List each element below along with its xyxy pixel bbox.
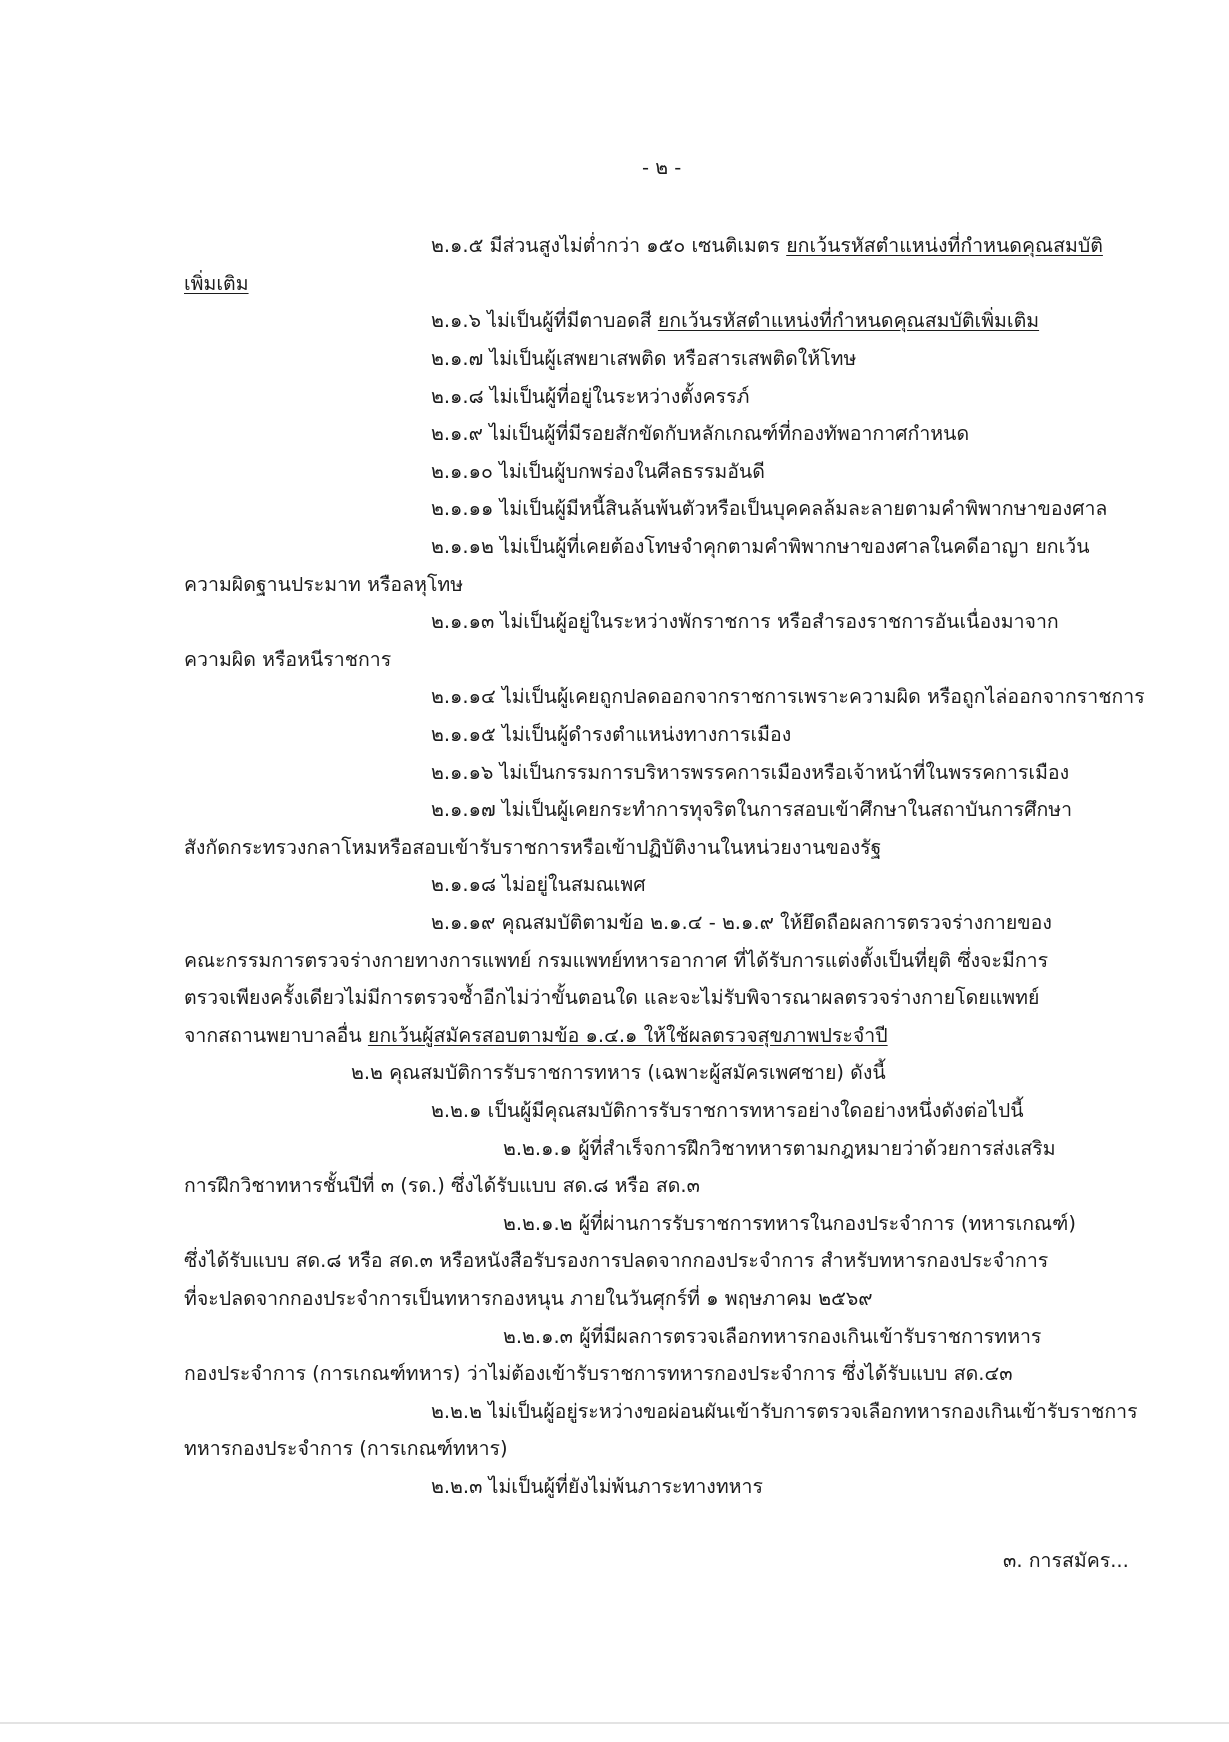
clause-2-1-17-continuation: สังกัดกระทรวงกลาโหมหรือสอบเข้ารับราชการหรือเข้าปฏิบัติงานในหน่วยงานของรัฐ (184, 836, 882, 859)
clause-2-2-2-continuation: ทหารกองประจำการ (การเกณฑ์ทหาร) (184, 1437, 508, 1460)
clause-2-2-1-1-continuation: การฝึกวิชาทหารชั้นปีที่ ๓ (รด.) ซึ่งได้รับแบบ สด.๘ หรือ สด.๓ (184, 1174, 700, 1197)
clause-2-1-9: ๒.๑.๙ ไม่เป็นผู้ที่มีรอยสักขัดกับหลักเกณฑ์ที่กองทัพอากาศกำหนด (431, 422, 970, 445)
clause-underlined-text: ยกเว้นผู้สมัครสอบตามข้อ ๑.๔.๑ ให้ใช้ผลตรวจสุขภาพประจำปี (367, 1024, 888, 1047)
page-number: - ๒ - (642, 156, 682, 179)
clause-underlined-text: ยกเว้นรหัสตำแหน่งที่กำหนดคุณสมบัติ (786, 234, 1103, 257)
clause-2-1-19-line4 (184, 1021, 888, 1051)
clause-2-1-16: ๒.๑.๑๖ ไม่เป็นกรรมการบริหารพรรคการเมืองหรือเจ้าหน้าที่ในพรรคการเมือง (431, 761, 1070, 784)
clause-2-1-11: ๒.๑.๑๑ ไม่เป็นผู้มีหนี้สินล้นพ้นตัวหรือเป็นบุคคลล้มละลายตามคำพิพากษาของศาล (431, 497, 1108, 520)
clause-2-2-1-2: ๒.๒.๑.๒ ผู้ที่ผ่านการรับราชการทหารในกองประจำการ (ทหารเกณฑ์) (503, 1212, 1076, 1235)
continuation-footer: ๓. การสมัคร... (1003, 1549, 1129, 1572)
clause-2-2-1-2-line2: ซึ่งได้รับแบบ สด.๘ หรือ สด.๓ หรือหนังสือรับรองการปลดจากกองประจำการ สำหรับทหารกองประจำการ (184, 1249, 1049, 1272)
clause-2-1-8: ๒.๑.๘ ไม่เป็นผู้ที่อยู่ในระหว่างตั้งครรภ์ (431, 385, 750, 408)
clause-2-2-1-2-line3: ที่จะปลดจากกองประจำการเป็นทหารกองหนุน ภายในวันศุกร์ที่ ๑ พฤษภาคม ๒๕๖๙ (184, 1287, 873, 1310)
clause-2-1-12: ๒.๑.๑๒ ไม่เป็นผู้ที่เคยต้องโทษจำคุกตามคำพิพากษาของศาลในคดีอาญา ยกเว้น (431, 535, 1090, 558)
clause-2-1-6 (431, 306, 1039, 336)
clause-2-1-19: ๒.๑.๑๙ คุณสมบัติตามข้อ ๒.๑.๔ - ๒.๑.๙ ให้ยึดถือผลการตรวจร่างกายของ (431, 911, 1052, 934)
clause-text: จากสถานพยาบาลอื่น (184, 1024, 368, 1047)
clause-2-1-14: ๒.๑.๑๔ ไม่เป็นผู้เคยถูกปลดออกจากราชการเพราะความผิด หรือถูกไล่ออกจากราชการ (431, 685, 1145, 708)
clause-text: ๒.๑.๕ มีส่วนสูงไม่ต่ำกว่า ๑๕๐ เซนติเมตร (431, 234, 787, 257)
clause-2-1-17: ๒.๑.๑๗ ไม่เป็นผู้เคยกระทำการทุจริตในการสอบเข้าศึกษาในสถาบันการศึกษา (431, 798, 1073, 821)
clause-2-1-13-continuation: ความผิด หรือหนีราชการ (184, 648, 392, 671)
clause-underlined-text: ยกเว้นรหัสตำแหน่งที่กำหนดคุณสมบัติเพิ่มเติม (657, 309, 1040, 332)
clause-2-1-10: ๒.๑.๑๐ ไม่เป็นผู้บกพร่องในศีลธรรมอันดี (431, 460, 765, 483)
clause-2-1-7: ๒.๑.๗ ไม่เป็นผู้เสพยาเสพติด หรือสารเสพติดให้โทษ (431, 347, 857, 370)
clause-2-2-2: ๒.๒.๒ ไม่เป็นผู้อยู่ระหว่างขอผ่อนผันเข้ารับการตรวจเลือกทหารกองเกินเข้ารับราชการ (431, 1400, 1138, 1423)
section-2-2: ๒.๒ คุณสมบัติการรับราชการทหาร (เฉพาะผู้สมัครเพศชาย) ดังนี้ (351, 1061, 886, 1084)
clause-2-1-13: ๒.๑.๑๓ ไม่เป็นผู้อยู่ในระหว่างพักราชการ หรือสำรองราชการอันเนื่องมาจาก (431, 610, 1059, 633)
clause-2-1-19-line2: คณะกรรมการตรวจร่างกายทางการแพทย์ กรมแพทย์ทหารอากาศ ที่ได้รับการแต่งตั้งเป็นที่ยุติ ซึ่งจะมีการ (184, 949, 1049, 972)
clause-2-2-1-3: ๒.๒.๑.๓ ผู้ที่มีผลการตรวจเลือกทหารกองเกินเข้ารับราชการทหาร (503, 1325, 1042, 1348)
clause-2-1-5-continuation: เพิ่มเติม (184, 272, 249, 295)
clause-2-1-12-continuation: ความผิดฐานประมาท หรือลหุโทษ (184, 573, 464, 596)
page-edge-divider (0, 1722, 1229, 1724)
clause-2-1-15: ๒.๑.๑๕ ไม่เป็นผู้ดำรงตำแหน่งทางการเมือง (431, 723, 792, 746)
clause-text: ๒.๑.๖ ไม่เป็นผู้ที่มีตาบอดสี (431, 309, 658, 332)
clause-2-2-1-3-continuation: กองประจำการ (การเกณฑ์ทหาร) ว่าไม่ต้องเข้ารับราชการทหารกองประจำการ ซึ่งได้รับแบบ สด.๔๓ (184, 1362, 1013, 1385)
clause-2-2-1-1: ๒.๒.๑.๑ ผู้ที่สำเร็จการฝึกวิชาทหารตามกฎหมายว่าด้วยการส่งเสริม (503, 1137, 1056, 1160)
clause-2-1-19-line3: ตรวจเพียงครั้งเดียวไม่มีการตรวจซ้ำอีกไม่ว่าขั้นตอนใด และจะไม่รับพิจารณาผลตรวจร่างกายโดยแพทย์ (184, 986, 1040, 1009)
clause-2-2-1: ๒.๒.๑ เป็นผู้มีคุณสมบัติการรับราชการทหารอย่างใดอย่างหนึ่งดังต่อไปนี้ (431, 1099, 1024, 1122)
clause-2-2-3: ๒.๒.๓ ไม่เป็นผู้ที่ยังไม่พ้นภาระทางทหาร (431, 1475, 763, 1498)
clause-2-1-5 (431, 231, 1103, 261)
clause-2-1-18: ๒.๑.๑๘ ไม่อยู่ในสมณเพศ (431, 873, 646, 896)
